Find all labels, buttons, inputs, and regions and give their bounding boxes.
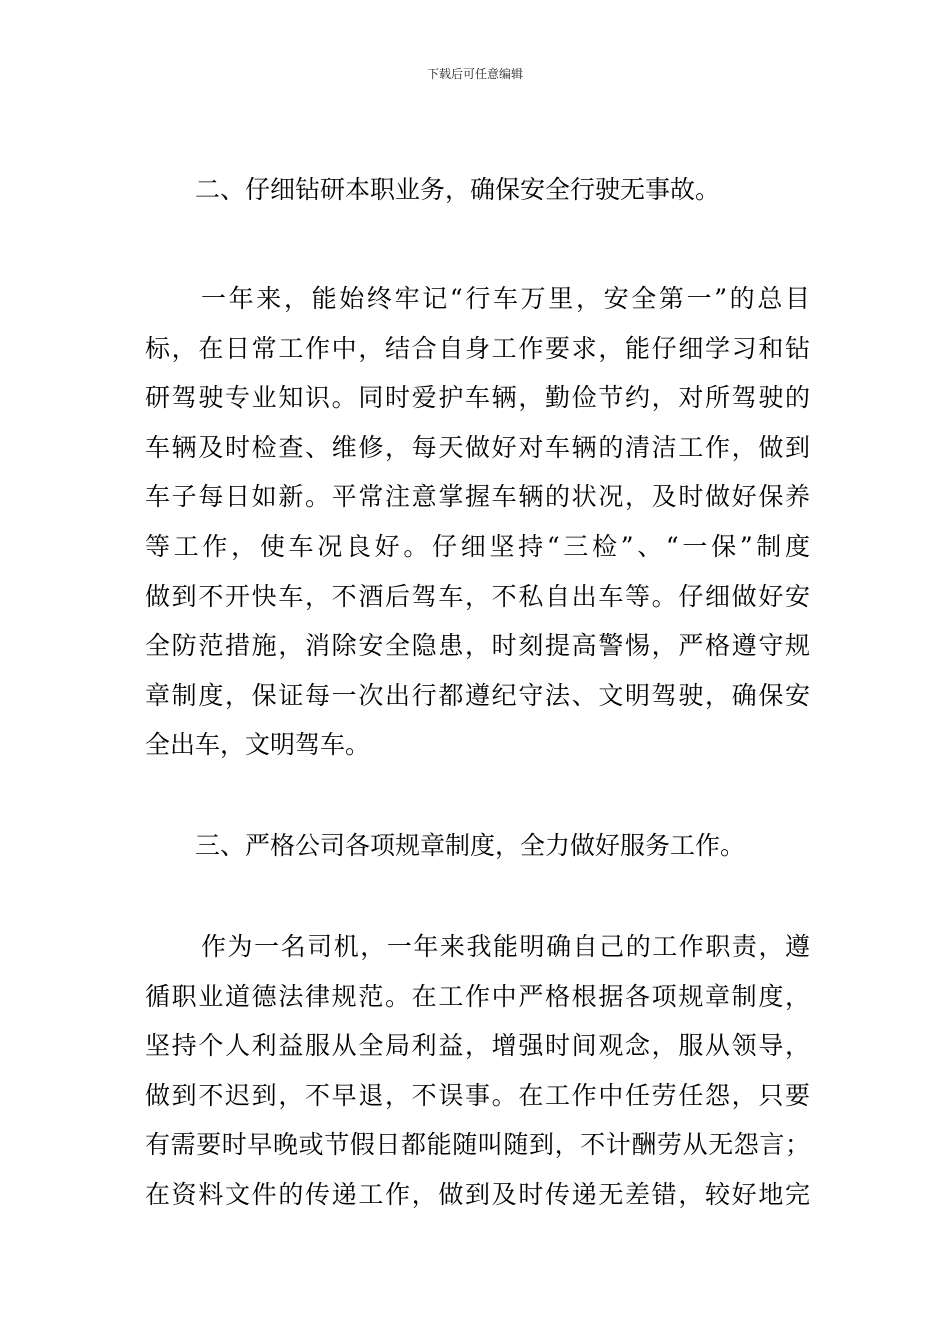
section-2 xyxy=(145,170,810,210)
paragraph-line: 做到不开快车，不酒后驾车，不私自出车等。仔细做好安 xyxy=(145,581,810,611)
paragraph-line: 一年来，能始终牢记“行车万里，安全第一”的总目 xyxy=(201,284,810,313)
paragraph-line: 标，在日常工作中，结合自身工作要求，能仔细学习和钻 xyxy=(145,333,810,363)
paragraph-line: 坚持个人利益服从全局利益，增强时间观念，服从领导， xyxy=(145,1031,810,1061)
header-note: 下载后可任意编辑 xyxy=(426,67,523,81)
paragraph-line: 循职业道德法律规范。在工作中严格根据各项规章制度， xyxy=(145,981,810,1011)
section-3-body xyxy=(145,922,810,1220)
paragraph-line: 全防范措施，消除安全隐患，时刻提高警惕，严格遵守规 xyxy=(145,631,810,661)
paragraph-line: 研驾驶专业知识。同时爱护车辆，勤俭节约，对所驾驶的 xyxy=(145,383,810,413)
paragraph-line: 等工作，使车况良好。仔细坚持“三检”、“一保”制度 xyxy=(145,531,810,561)
body-paragraph xyxy=(145,922,810,1220)
paragraph-line: 有需要时早晚或节假日都能随叫随到，不计酬劳从无怨言； xyxy=(145,1130,810,1160)
section-heading: 三、严格公司各项规章制度，全力做好服务工作。 xyxy=(195,831,746,860)
paragraph-line: 全出车，文明驾车。 xyxy=(145,730,371,760)
body-paragraph xyxy=(145,274,810,770)
paragraph-line: 做到不迟到，不早退，不误事。在工作中任劳任怨，只要 xyxy=(145,1080,810,1110)
paragraph-line: 车辆及时检查、维修，每天做好对车辆的清洁工作，做到 xyxy=(145,432,810,462)
paragraph-line: 章制度，保证每一次出行都遵纪守法、文明驾驶，确保安 xyxy=(145,680,810,710)
paragraph-line: 车子每日如新。平常注意掌握车辆的状况，及时做好保养 xyxy=(145,482,810,512)
section-heading: 二、仔细钻研本职业务，确保安全行驶无事故。 xyxy=(195,175,721,204)
section-3 xyxy=(145,826,810,866)
paragraph-line: 在资料文件的传递工作，做到及时传递无差错，较好地完 xyxy=(145,1179,810,1209)
section-2-body xyxy=(145,274,810,770)
paragraph-line: 作为一名司机，一年来我能明确自己的工作职责，遵 xyxy=(201,932,810,961)
